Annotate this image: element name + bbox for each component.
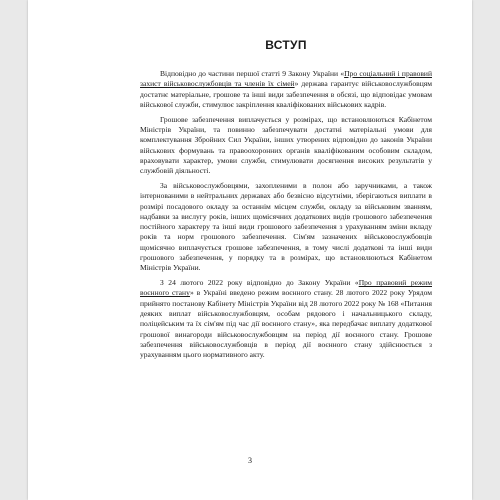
section-heading: ВСТУП	[265, 38, 307, 52]
paragraphs	[140, 69, 432, 361]
paragraph	[140, 115, 432, 177]
paragraph-text: З 24 лютого 2022 року відповідно до Закону України «	[160, 278, 359, 288]
paragraph-text: Відповідно до частини першої статті 9 Закону України «	[160, 69, 345, 78]
law-title-underlined: Про правовий режим воєнного стану	[140, 278, 432, 298]
paragraph	[140, 278, 432, 360]
paragraph	[140, 181, 432, 274]
page-content	[140, 38, 432, 365]
paragraph-text: За військовослужбовцями, захопленими в полон або заручниками, а також інтернованими в нейтральних державах або безвісно відсутніми, зберігаються виплати в розмірі посадового окладу за останнім місцем служби, окладу за військовим званням, надбавки за вислугу років, інших щомісячних додаткових видів грошового забезпечення постійного характеру та інші види грошового забезпечення з урахуванням зміни вкладу років та норм грошового забезпечення. Сім'ям зазначених військовослужбовців щомісячно виплачується грошове забезпечення, в тому числі додаткові та інші види грошового забезпечення, у порядку та в розмірах, що встановлюються Кабінетом Міністрів України.	[140, 180, 432, 273]
law-title-underlined: Про соціальний і правовий захист військовослужбовців та членів їх сімей	[140, 69, 432, 89]
paragraph-text: Грошове забезпечення виплачується у розмірах, що встановлюються Кабінетом Міністрів України, та повинно забезпечувати достатні матеріальні умови для комплектування Збройних Сил України, інших утворених відповідно до законів України військових формувань та правоохоронних органів кваліфікованим особовим складом, враховувати характер, умови служби, стимулювати досягнення високих результатів у службовій діяльності.	[140, 114, 432, 176]
document-page	[28, 0, 472, 500]
paragraph	[140, 69, 432, 110]
paragraph-text: » в Україні введено режим воєнного стану. 28 лютого 2022 року Урядом прийнято постанову Кабінету Міністрів України від 28 лютого 2022 року № 168 «Питання деяких виплат військовослужбовцям, особам рядового і начальницького складу, поліцейським та їх сім'ям під час дії воєнного стану», яка передбачає виплату додаткової грошової винагороди військовослужбовцям на період дії воєнного стану. Грошове забезпечення військовослужбовців в період дії воєнного стану здійснюється з урахуванням цього нормативного акту.	[140, 288, 432, 360]
paragraph-text: » держава гарантує військовослужбовцям достатнє матеріальне, грошове та інші види забезпечення в обсязі, що відповідає умовам військової служби, стимулює закріплення кваліфікованих військових кадрів.	[140, 79, 433, 109]
page-number: 3	[248, 456, 252, 465]
